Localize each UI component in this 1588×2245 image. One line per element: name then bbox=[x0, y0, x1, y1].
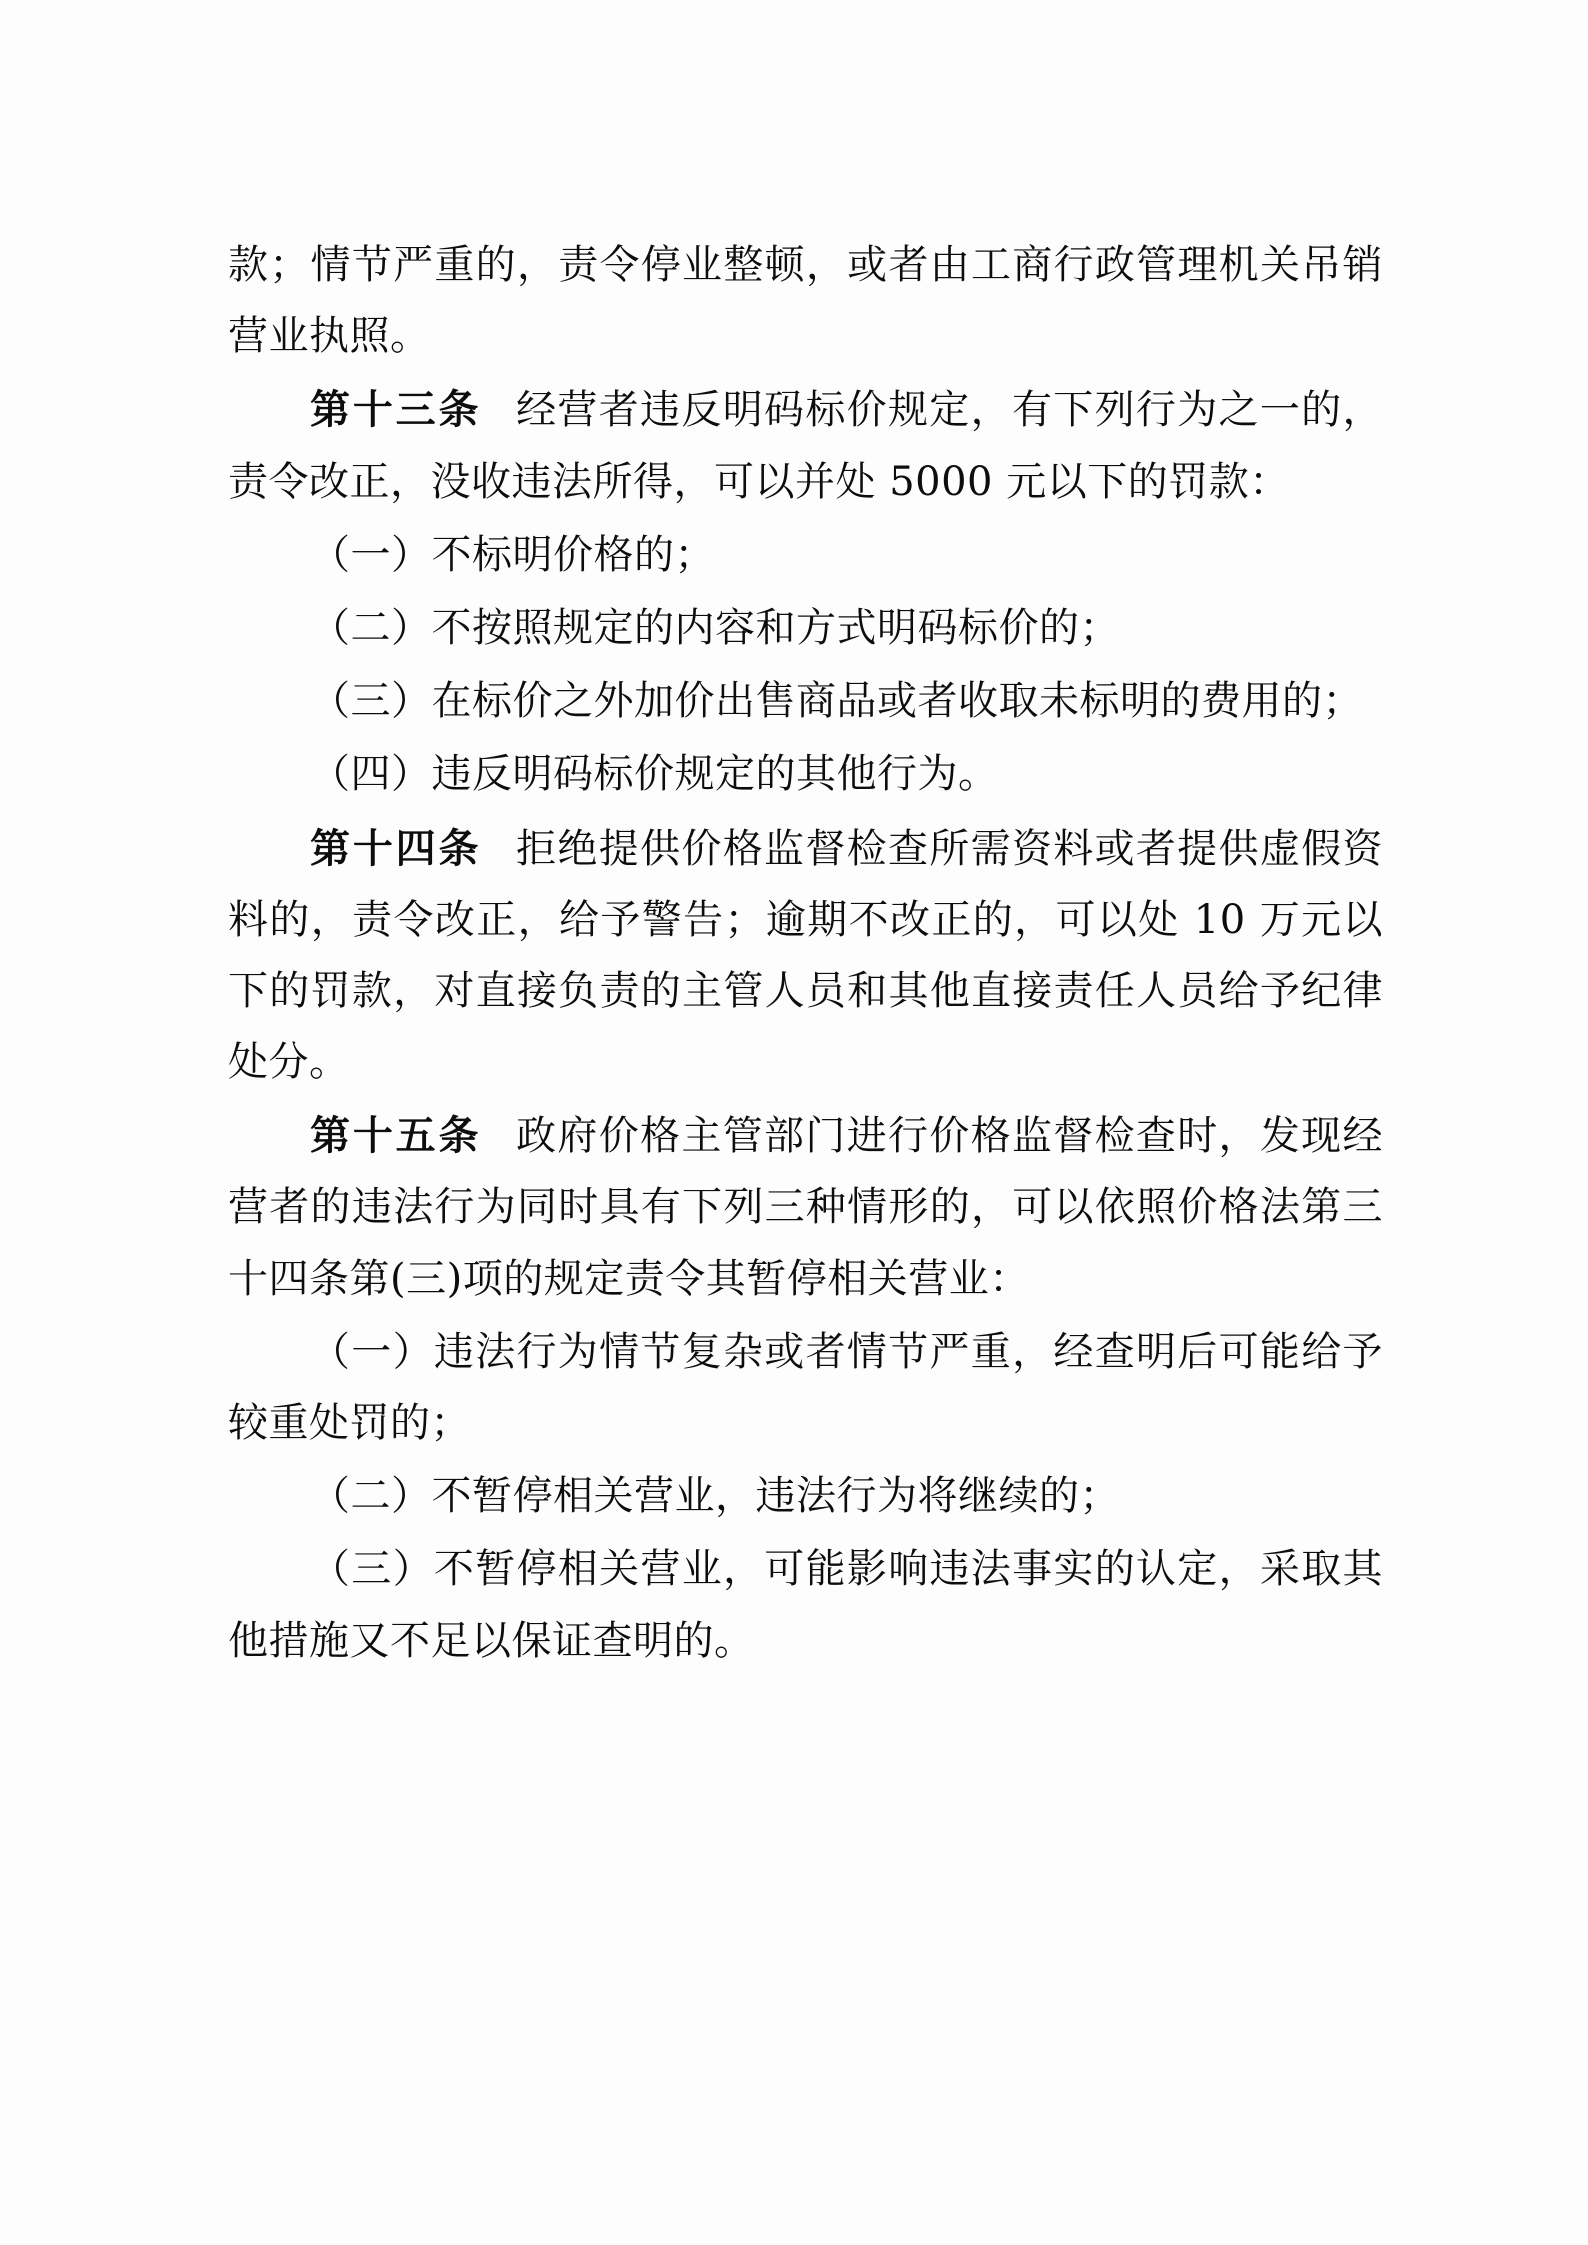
list-item-text: （三）不暂停相关营业，可能影响违法事实的认定，采取其他措施又不足以保证查明的。 bbox=[228, 1546, 1383, 1664]
list-item bbox=[228, 1461, 1383, 1532]
article-heading: 第十四条 bbox=[310, 824, 482, 872]
article-heading: 第十五条 bbox=[310, 1112, 482, 1160]
article-text: 拒绝提供价格监督检查所需资料或者提供虚假资料的，责令改正，给予警告；逾期不改正的，可以处 10 万元以下的罚款，对直接负责的主管人员和其他直接责任人员给予纪律处分。 bbox=[228, 825, 1384, 1086]
list-item bbox=[228, 520, 1383, 591]
article-14 bbox=[228, 813, 1383, 1099]
list-item bbox=[228, 666, 1383, 737]
list-item-text: （一）不标明价格的； bbox=[310, 531, 715, 578]
article-text: 经营者违反明码标价规定，有下列行为之一的，责令改正，没收违法所得，可以并处 5000 元以下的罚款： bbox=[228, 387, 1384, 505]
list-item-text: （三）在标价之外加价出售商品或者收取未标明的费用的； bbox=[310, 678, 1363, 725]
list-item bbox=[228, 1317, 1383, 1459]
list-item bbox=[228, 739, 1383, 810]
article-13 bbox=[228, 374, 1383, 517]
list-item-text: （二）不按照规定的内容和方式明码标价的； bbox=[310, 604, 1120, 651]
list-item-text: （一）违法行为情节复杂或者情节严重，经查明后可能给予较重处罚的； bbox=[228, 1328, 1383, 1446]
list-item-text: （二）不暂停相关营业，违法行为将继续的； bbox=[310, 1473, 1120, 1520]
paragraph-continued bbox=[228, 230, 1383, 372]
list-item bbox=[228, 593, 1383, 664]
paragraph-text: 款；情节严重的，责令停业整顿，或者由工商行政管理机关吊销营业执照。 bbox=[228, 242, 1383, 360]
article-text: 政府价格主管部门进行价格监督检查时，发现经营者的违法行为同时具有下列三种情形的，可以依照价格法第三十四条第(三)项的规定责令其暂停相关营业： bbox=[228, 1113, 1384, 1302]
article-heading: 第十三条 bbox=[310, 386, 482, 434]
list-item bbox=[228, 1534, 1383, 1676]
list-item-text: （四）违反明码标价规定的其他行为。 bbox=[310, 751, 999, 798]
document-body bbox=[228, 230, 1383, 1677]
article-15 bbox=[228, 1100, 1383, 1315]
